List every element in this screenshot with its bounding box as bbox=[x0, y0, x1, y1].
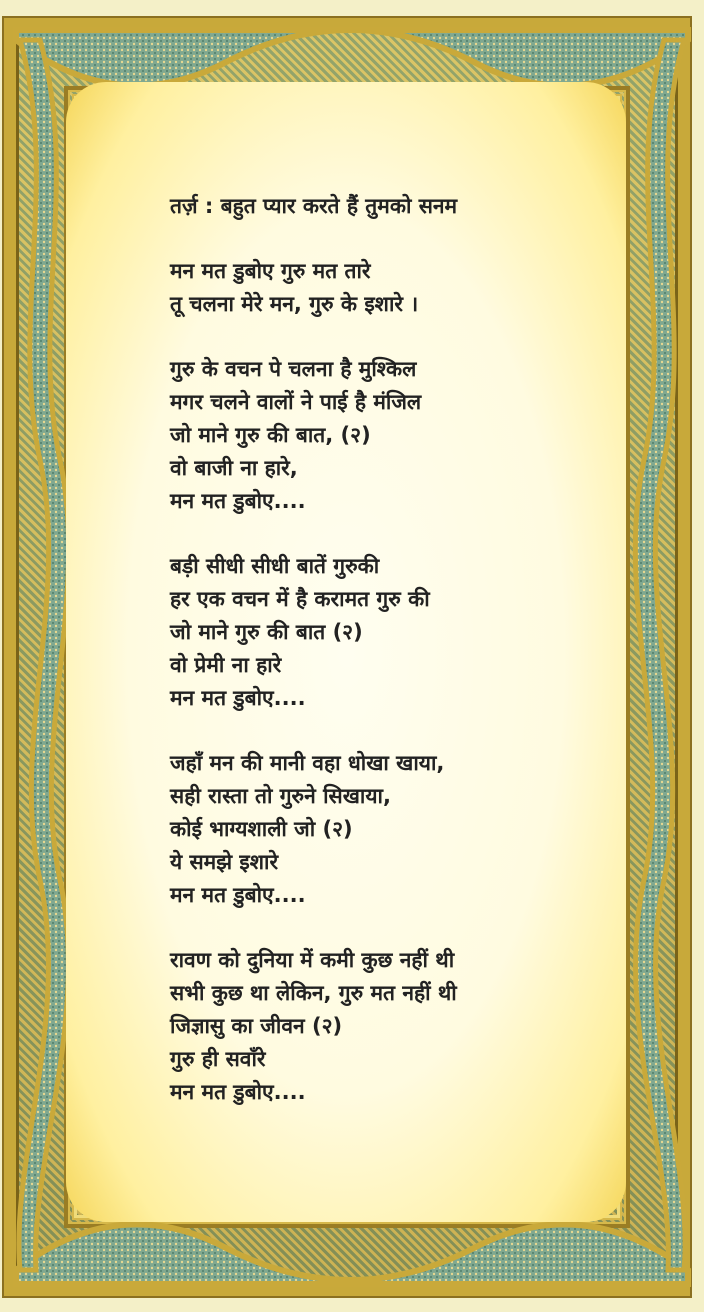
verse4-line: मन मत डुबोए.... bbox=[170, 1080, 306, 1104]
verse1-line: गुरु के वचन पे चलना है मुश्किल bbox=[170, 357, 417, 381]
verse3-line: ये समझे इशारे bbox=[170, 850, 279, 874]
verse2-line: मन मत डुबोए.... bbox=[170, 686, 306, 710]
verse4-line: सभी कुछ था लेकिन, गुरु मत नहीं थी bbox=[170, 981, 457, 1005]
verse1-line: जो माने गुरु की बात, (२) bbox=[170, 423, 371, 447]
verse2-line: वो प्रेमी ना हारे bbox=[170, 653, 282, 677]
verse3-line: जहाँ मन की मानी वहा धोखा खाया, bbox=[170, 751, 445, 775]
verse3-line: कोई भाग्यशाली जो (२) bbox=[170, 817, 353, 841]
tune-line: तर्ज़ : बहुत प्यार करते हैं तुमको सनम bbox=[170, 194, 458, 218]
verse4-line: रावण को दुनिया में कमी कुछ नहीं थी bbox=[170, 948, 455, 972]
verse2-line: बड़ी सीधी सीधी बातें गुरुकी bbox=[170, 554, 380, 578]
verse3-line: सही रास्ता तो गुरुने सिखाया, bbox=[170, 784, 391, 808]
verse4-line: जिज्ञासु का जीवन (२) bbox=[170, 1014, 343, 1038]
refrain-line: तू चलना मेरे मन, गुरु के इशारे । bbox=[170, 292, 419, 316]
verse1-line: वो बाजी ना हारे, bbox=[170, 456, 298, 480]
verse4-line: गुरु ही सवाँरे bbox=[170, 1047, 266, 1071]
bhajan-lyrics bbox=[170, 190, 610, 1109]
refrain-line: मन मत डुबोए गुरु मत तारे bbox=[170, 259, 371, 283]
verse2-line: जो माने गुरु की बात (२) bbox=[170, 620, 363, 644]
verse3-line: मन मत डुबोए.... bbox=[170, 883, 306, 907]
verse2-line: हर एक वचन में है करामत गुरु की bbox=[170, 587, 430, 611]
verse1-line: मन मत डुबोए.... bbox=[170, 489, 306, 513]
verse1-line: मगर चलने वालों ने पाई है मंजिल bbox=[170, 390, 422, 414]
